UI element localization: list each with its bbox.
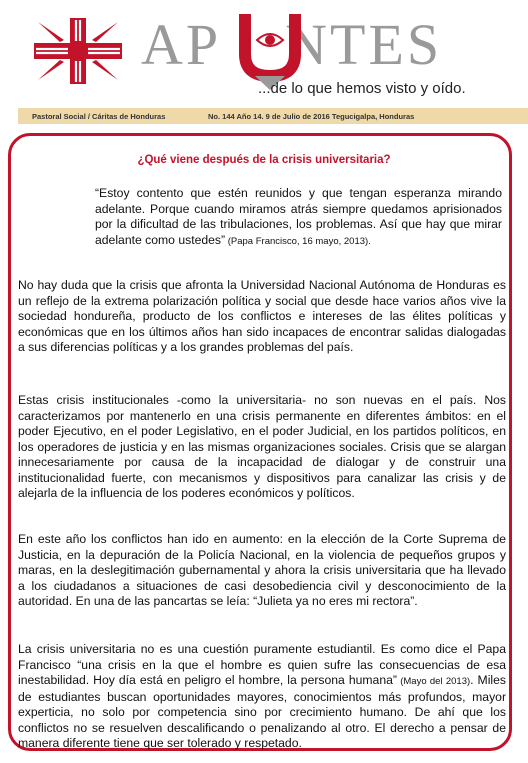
masthead [0,0,528,104]
info-bar [18,108,528,124]
paragraph-4 [18,642,506,752]
paragraph-4-part-b: . Miles de estudiantes buscan oportunidades mayores, conocimientos más profundos, mayor experticia, no solo por competencia sino por crecimiento humano. De ahí que los conflictos no se resuelven descalificando o penalizando al otro. El derecho a pensar de manera diferente tiene que ser tolerado y respetado. [18,673,506,750]
masthead-title-wrap [135,10,520,90]
paragraph-4-part-a: La crisis universitaria no es una cuestión puramente estudiantil. Es como dice el Papa Francisco “una crisis en la que el hombre es quien sufre las consecuencias de esa inestabilidad. Hoy día está en peligro el hombre, la persona humana” [18,642,506,687]
paragraph-3: En este año los conflictos han ido en aumento: en la elección de la Corte Suprema de Justicia, en la depuración de la Policía Nacional, en la violencia de pequeños grupos y maras, en la deslegitimación gubernamental y ahora la crisis universitaria que ha llevado a los ciudadanos a situaciones de casi desobediencia civil y desconocimiento de la autoridad. En una de las pancartas se leía: “Julieta ya no eres mi rectora”. [18,532,506,608]
masthead-subtitle: ...de lo que hemos visto y oído. [258,80,466,97]
paragraph-4-citation: (Mayo del 2013) [396,676,471,687]
quote-citation: (Papa Francisco, 16 mayo, 2013). [225,235,371,247]
paragraph-1: No hay duda que la crisis que afronta la Universidad Nacional Autónoma de Honduras es un reflejo de la extrema polarización política y social que desde hace varios años vive la sociedad hondureña, producto de los conflictos e intereses de las élites políticas y económicas que en los últimos años han sido incapaces de encontrar salidas dialogadas a sus diferencias políticas y a los grandes problemas del país. [18,278,506,354]
info-bar-publisher: Pastoral Social / Cáritas de Honduras [32,111,166,121]
quote-text: “Estoy contento que estén reunidos y que tengan esperanza mirando adelante. Porque cuando miramos atrás siempre quedamos aprisionados por la dificultad de las tribulaciones, los problemas. Así que hay que mirar adelante como ustedes” [95,186,502,247]
info-bar-issue: No. 144 Año 14. 9 de Julio de 2016 Tegucigalpa, Honduras [208,111,415,121]
paragraph-2: Estas crisis institucionales -como la universitaria- no son nuevas en el país. Nos caracterizamos por mantenerlo en una crisis permanente en diferentes ámbitos: en el poder Ejecutivo, en el poder Legislativo, en el poder Judicial, en los partidos políticos, en los operadores de justicia y en las mismas organizaciones sociales. Crisis que se alargan innecesariamente por causa de la incapacidad de dialogar y de construir una institucionalidad fuerte, con mecanismos y dispositivos para canalizar las crisis y de alejarla de la influencia de los poderes económicos y políticos. [18,393,506,500]
article-title: ¿Qué viene después de la crisis universitaria? [137,154,391,166]
article-quote [95,186,502,249]
masthead-title: AP NTES [141,12,443,77]
caritas-cross-icon [30,16,126,86]
